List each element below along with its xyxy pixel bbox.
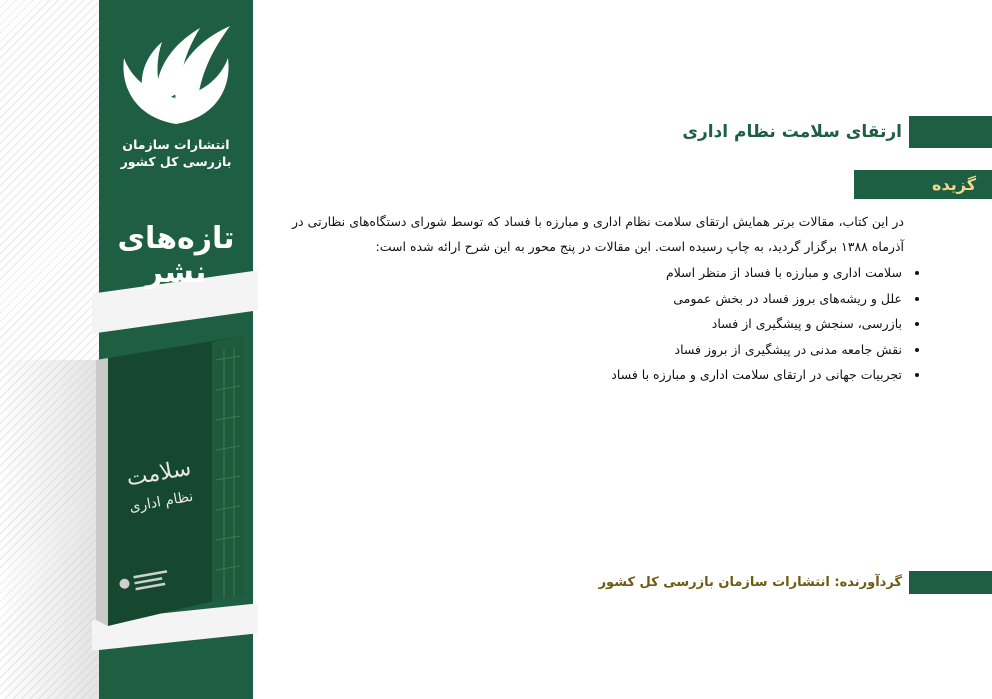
title-accent-bar	[909, 116, 992, 148]
book-cover-image	[94, 330, 254, 630]
list-item: • بازرسی، سنجش و پیشگیری از فساد	[292, 311, 904, 337]
new-pub-line-2: نشر	[145, 255, 207, 290]
publisher-line-1: انتشارات سازمان	[122, 137, 230, 152]
book-cover-title-2: نظام اداری	[128, 488, 195, 516]
publisher-line-2: بازرسی کل کشور	[120, 154, 232, 169]
shadow-gradient	[0, 360, 100, 699]
author-accent-bar	[909, 571, 992, 594]
list-item: • علل و ریشه‌های بروز فساد در بخش عمومی	[292, 286, 904, 312]
book-title: ارتقای سلامت نظام اداری	[682, 122, 902, 142]
list-item: • نقش جامعه مدنی در پیشگیری از بروز فساد	[292, 337, 904, 363]
topic-list	[292, 260, 918, 388]
section-label: گزیده	[932, 175, 976, 194]
list-item: • سلامت اداری و مبارزه با فساد از منظر اسلام	[292, 260, 904, 286]
book-cover-title-1: سلامت	[124, 455, 194, 492]
publisher-name	[103, 136, 249, 170]
new-publications-label	[103, 222, 249, 290]
intro-paragraph: در این کتاب، مقالات برتر همایش ارتقای سلامت نظام اداری و مبارزه با فساد که توسط شورای دستگاه‌های نظارتی در آذرماه ۱۳۸۸ برگزار گردید، به چاپ رسیده است. این مقالات در پنج محور به این شرح ارائه شده است:	[292, 214, 904, 254]
list-item: • تجربیات جهانی در ارتقای سلامت اداری و مبارزه با فساد	[292, 362, 904, 388]
publisher-logo-icon	[118, 18, 234, 128]
new-pub-line-1: تازه‌های	[117, 221, 235, 256]
compiler-credit: گردآورنده: انتشارات سازمان بازرسی کل کشور	[598, 575, 902, 590]
